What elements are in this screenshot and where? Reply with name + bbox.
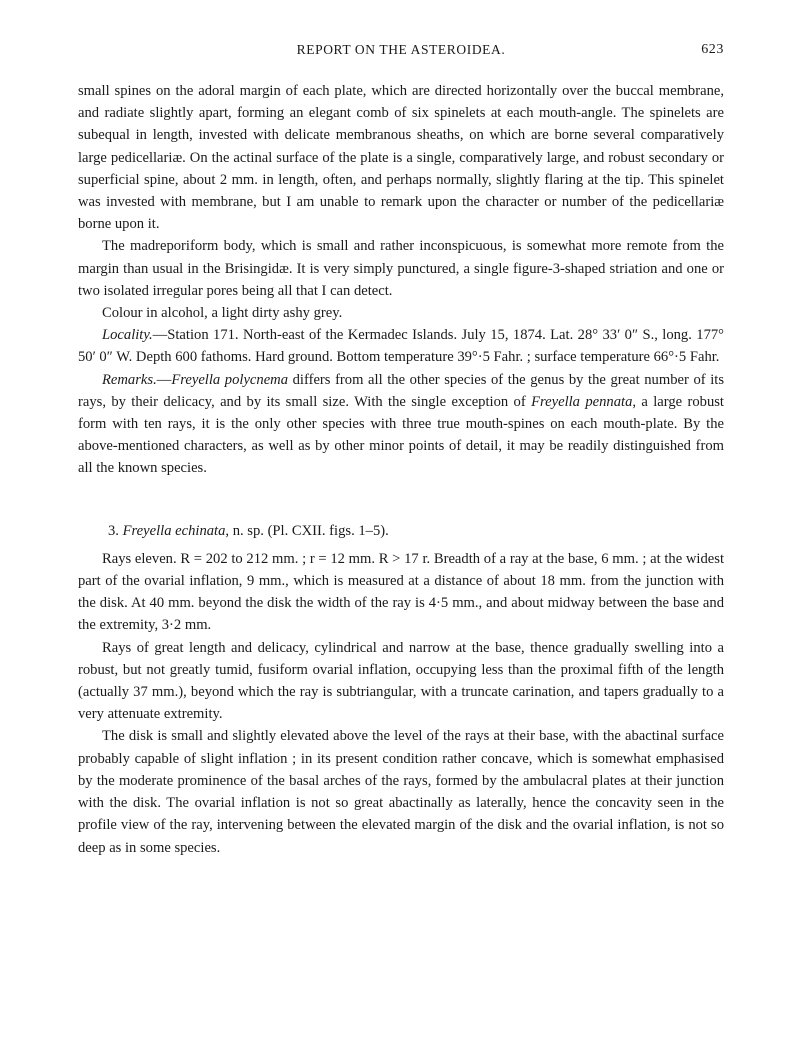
body-text xyxy=(78,80,724,859)
species-name-polycnema: Freyella polycnema xyxy=(171,371,289,388)
remarks-label: Remarks. xyxy=(102,371,157,388)
locality-label: Locality. xyxy=(102,327,153,344)
paragraph-spines: small spines on the adoral margin of each plate, which are directed horizontally over the buccal membrane, and radiate slightly apart, forming an elegant comb of six spinelets at each mouth-angle. The spinelets are subequal in length, invested with delicate membranous sheaths, on which are borne several comparatively large pedicellariæ. On the actinal surface of the plate is a single, comparatively large, and robust secondary or superficial spine, about 2 mm. in length, often, and perhaps normally, slightly flaring at the tip. This spinelet was invested with membrane, but I am unable to remark upon the character or number of the pedicellariæ borne upon it. xyxy=(78,83,724,233)
paragraph-remarks xyxy=(78,369,724,480)
locality-text: —Station 171. North-east of the Kermadec Islands. July 15, 1874. Lat. 28° 33′ 0″ S., long. 177° 50′ 0″ W. Depth 600 fathoms. Hard ground. Bottom temperature 39°·5 Fahr. ; surface temperature 66°·5 Fahr. xyxy=(78,327,724,366)
paragraph-disk: The disk is small and slightly elevated above the level of the rays at their base, with the abactinal surface probably capable of slight inflation ; in its present condition rather concave, which is somewhat emphasised by the moderate prominence of the basal arches of the rays, formed by the ambulacral plates at their junction with the disk. The ovarial inflation is not so great abactinally as laterally, hence the concavity seen in the profile view of the ray, intervening between the elevated margin of the disk and the ovarial inflation, is not so deep as in some species. xyxy=(78,728,724,856)
page xyxy=(78,42,724,859)
running-head xyxy=(78,42,724,64)
paragraph-measurements: Rays eleven. R = 202 to 212 mm. ; r = 12 mm. R > 17 r. Breadth of a ray at the base, 6 mm. ; at the widest part of the ovarial inflation, 9 mm., which is measured at a distance of about 18 mm. from the junction with the disk. At 40 mm. beyond the disk the width of the ray is 4·5 mm., and about midway between the base and the extremity, 3·2 mm. xyxy=(78,550,724,634)
remarks-dash: — xyxy=(156,371,172,388)
paragraph-locality xyxy=(78,324,724,368)
paragraph-rays: Rays of great length and delicacy, cylindrical and narrow at the base, thence gradually swelling into a robust, but not greatly tumid, fusiform ovarial inflation, occupying less than the proximal fifth of the length (actually 37 mm.), beyond which the ray is subtriangular, with a truncate carination, and tapers gradually to a very attenuate extremity. xyxy=(78,639,724,723)
running-head-title: REPORT ON THE ASTEROIDEA. xyxy=(296,42,506,57)
remarks-text-2: , a large robust form with ten rays, it is the only other species with three true mouth-spines on each mouth-plate. By the above-mentioned characters, as well as by other minor points of detail, it may be readily distinguished from all the known species. xyxy=(78,393,724,477)
section-species-name: Freyella echinata xyxy=(122,522,226,539)
remarks-text-1: differs from all the other species of the genus by the great number of its rays, by their delicacy, and by its small size. With the single exception of xyxy=(78,371,724,410)
paragraph-madreporiform: The madreporiform body, which is small and rather inconspicuous, is somewhat more remote from the margin than usual in the Brisingidæ. It is very simply punctured, a single figure-3-shaped striation and one or two isolated irregular pores being all that I can detect. xyxy=(78,238,724,299)
paragraph-colour: Colour in alcohol, a light dirty ashy grey. xyxy=(102,305,343,322)
section-number: 3. xyxy=(108,522,119,539)
species-name-pennata: Freyella pennata xyxy=(531,393,633,410)
page-number: 623 xyxy=(701,42,724,57)
section-heading xyxy=(78,520,724,542)
section-heading-rest: , n. sp. (Pl. CXII. figs. 1–5). xyxy=(225,522,389,539)
